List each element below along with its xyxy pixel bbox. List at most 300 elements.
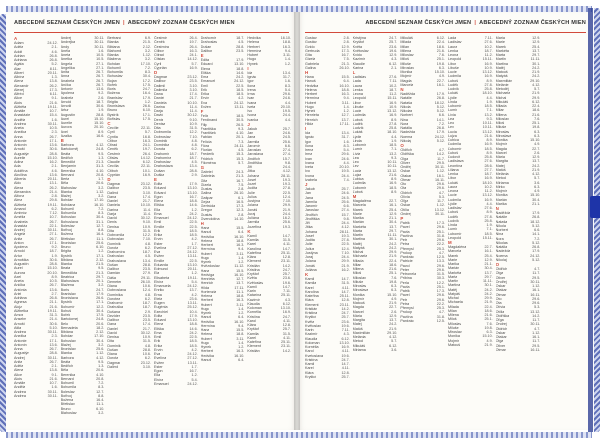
name-text: Angelika — [60, 65, 75, 70]
name-day-date: 31.5. — [189, 126, 198, 130]
name-day-date: 4.5. — [191, 160, 198, 164]
name-day-date: 17.1. — [96, 253, 105, 258]
name-text: Blahoslav — [60, 185, 77, 190]
name-text: Jindřich — [305, 212, 318, 217]
name-day-date: 3.11. — [236, 251, 245, 256]
name-day-date: 6.4. — [343, 79, 350, 84]
name-day-date: 4.12. — [341, 225, 350, 230]
name-text: Matouš — [495, 70, 508, 74]
name-day-date: 16.9. — [142, 172, 151, 177]
name-text: Patrik — [400, 289, 410, 293]
name-day-date: 4.4. — [284, 117, 291, 122]
name-day-date: 18.7. — [96, 99, 105, 104]
name-text: Evžen — [154, 360, 165, 365]
name-text: Arnošt — [14, 147, 25, 152]
name-day-date: 10.6. — [142, 284, 151, 288]
name-day-date: 28.6. — [484, 163, 493, 168]
name-day-date: 4.6. — [51, 49, 58, 54]
name-day-date: 23.6. — [189, 296, 198, 301]
name-text: Bronislava — [60, 296, 78, 300]
section-letter: M — [352, 194, 357, 199]
name-text: Eva — [154, 352, 161, 356]
name-day-date: 7.2. — [438, 121, 445, 126]
name-text: Olga — [495, 271, 504, 276]
name-day-date: 14.2. — [282, 348, 291, 353]
name-day-date: 14.1. — [436, 117, 445, 122]
name-text: Diana — [107, 284, 117, 288]
name-day-date: 30.11. — [47, 355, 58, 360]
name-text: Nora — [400, 121, 409, 126]
name-text: Irena — [305, 148, 314, 152]
name-text: Nikolaj — [400, 138, 412, 143]
name-day-date: 29.9. — [282, 203, 291, 208]
name-day-date: 10.10. — [187, 100, 198, 105]
name-text: Květoslav — [305, 323, 321, 328]
name-text: Angela — [60, 61, 73, 66]
name-text: Dita — [154, 126, 161, 130]
name-day-date: 27.8. — [484, 214, 493, 219]
name-day-date: 27.1. — [96, 65, 105, 70]
name-day-date: 26.10. — [140, 279, 151, 284]
name-text: Boleslav — [60, 389, 75, 394]
name-text: Libor — [448, 176, 457, 181]
name-day-date: 7.11. — [341, 328, 350, 332]
name-text: Lev — [352, 164, 359, 169]
name-column — [305, 36, 350, 424]
name-text: Marcel — [352, 309, 364, 314]
elastic-band[interactable] — [588, 8, 593, 432]
name-day-date: 25.3. — [436, 306, 445, 310]
name-text: Luděk — [448, 214, 459, 219]
name-text: Axel — [14, 274, 22, 279]
name-day-date: 29.6. — [532, 301, 541, 305]
name-day-date: 9.4. — [343, 96, 350, 101]
name-day-date: 16.3. — [236, 243, 245, 247]
name-text: Arnoštka — [14, 257, 29, 262]
cover-edge-right — [594, 8, 600, 432]
name-day-date: 6.2. — [144, 296, 151, 301]
name-day-date: 11.7. — [532, 271, 541, 276]
name-text: Nikola — [495, 223, 506, 228]
name-text: Emílie — [154, 258, 165, 263]
name-day-date: 2.6. — [534, 150, 541, 155]
section-letter: N — [400, 87, 404, 92]
name-day-date: 30.6. — [49, 321, 58, 326]
name-day-date: 7.11. — [484, 36, 493, 40]
name-text: Dušana — [107, 309, 121, 314]
name-day-date: 8.3. — [98, 211, 105, 215]
name-text: Emil — [154, 220, 162, 225]
name-text: Monika — [495, 138, 508, 142]
name-text: Evelína — [154, 356, 167, 361]
name-text: Ferdinand — [200, 118, 218, 123]
name-text: Claudie — [107, 160, 120, 164]
name-day-date: 19.6. — [389, 48, 398, 53]
name-day-date: 6.6. — [284, 143, 291, 148]
name-day-date: 21.6. — [389, 267, 398, 271]
name-day-date: 5.7. — [391, 339, 398, 344]
name-text: Albert — [14, 70, 24, 75]
name-day-date: 24.2. — [236, 75, 245, 79]
name-day-date: 18.5. — [236, 114, 245, 118]
name-text: Augustýn — [14, 151, 30, 156]
name-text: Laura — [448, 184, 458, 189]
name-text: Marián — [495, 197, 507, 202]
name-text: Blahoslav — [60, 410, 77, 415]
name-day-date: 1.2. — [98, 249, 105, 254]
name-day-date: 29.7. — [532, 53, 541, 57]
name-text: Markéta — [448, 270, 462, 275]
name-day-date: 21.3. — [341, 61, 350, 66]
section-letter: L — [352, 70, 356, 75]
name-day-date: 18.5. — [189, 228, 198, 233]
name-day-date: 13.7. — [341, 117, 350, 122]
name-day-date: 23.11. — [339, 302, 350, 307]
name-text: Klára — [305, 370, 314, 375]
section-letter: C — [107, 121, 111, 126]
name-text: Antonín — [14, 342, 27, 347]
name-day-date: 19.3. — [282, 177, 291, 182]
name-text: Nikolaj — [495, 257, 507, 262]
name-day-date: 1.2. — [238, 311, 245, 315]
name-day-date: 21.3. — [236, 174, 245, 179]
name-text: Magdaléna — [352, 199, 371, 203]
name-day-date: 14.6. — [189, 203, 198, 208]
name-text: Božena — [60, 232, 74, 237]
name-day-date: 4.8. — [144, 241, 151, 246]
name-text: Kateřina — [247, 340, 262, 344]
name-text: Jaromír — [305, 204, 318, 208]
name-text: Lýdie — [352, 134, 362, 139]
name-text: Ladislav — [448, 40, 462, 45]
name-day-date: 18.7. — [484, 48, 493, 53]
name-day-date: 1.2. — [191, 207, 198, 212]
name-text: Brigita — [60, 249, 72, 254]
name-day-date: 4.3. — [343, 332, 350, 337]
name-text: Anastáz — [14, 223, 28, 228]
name-day-date: 7.4. — [343, 177, 350, 182]
name-day-date: 13.2. — [484, 112, 493, 117]
name-text: Dominik — [154, 138, 168, 143]
name-text: Oliver — [400, 160, 410, 165]
name-day-date: 11.4. — [189, 109, 198, 113]
name-text: Oskar — [400, 203, 411, 208]
name-text: Aldo — [14, 181, 22, 186]
name-text: Jarmila — [305, 199, 317, 204]
name-text: Dalibor — [200, 48, 213, 53]
name-day-date: 12.8. — [282, 255, 291, 259]
name-text: Dana — [154, 92, 163, 96]
name-text: Jaroslava — [247, 152, 264, 157]
name-text: Elena — [154, 322, 164, 327]
name-text: Evžen — [154, 254, 165, 259]
name-text: Oľga — [495, 318, 504, 322]
name-day-date: 22.4. — [484, 304, 493, 309]
header-title-czech: ABECEDNÍ SEZNAM ČESKÝCH JMEN — [14, 20, 120, 26]
name-day-date: 6.11. — [49, 92, 58, 96]
name-day-date: 1.6. — [284, 79, 291, 84]
name-day-date: 19.6. — [282, 280, 291, 285]
name-text: Michaela — [352, 254, 368, 259]
name-text: Běla — [60, 368, 69, 373]
name-text: Darja — [107, 211, 117, 216]
name-day-date: 4.5. — [238, 40, 245, 45]
name-day-date: 18.7. — [142, 301, 151, 305]
name-text: Adina — [14, 160, 24, 164]
name-day-date: 12.4. — [282, 194, 291, 199]
name-text: Ivana — [305, 160, 315, 165]
name-day-date: 19.8. — [389, 279, 398, 284]
name-day-date: 16.4. — [96, 232, 105, 237]
name-text: Leo — [448, 121, 455, 125]
name-day-date: 19.11. — [47, 308, 58, 313]
name-text: Hubert — [305, 100, 317, 105]
name-day-date: 29.5. — [532, 275, 541, 280]
name-day-date: 9.4. — [284, 48, 291, 53]
name-text: Cecília — [107, 164, 119, 169]
name-text: Nikolas — [400, 109, 413, 113]
name-day-date: 16.1. — [389, 203, 398, 208]
name-text: Julius — [247, 194, 257, 199]
name-text: Elena — [200, 66, 211, 71]
name-text: Petr — [400, 297, 408, 302]
name-text: Bianka — [60, 262, 72, 266]
name-text: Augustýn — [14, 351, 30, 356]
name-text: Gabriela — [305, 61, 319, 66]
name-text: Lucia — [352, 168, 362, 173]
name-day-date: 23.5. — [142, 186, 151, 191]
name-day-date: 3.11. — [236, 302, 245, 307]
name-text: Felix — [200, 114, 209, 118]
name-day-date: 20.10. — [94, 125, 105, 130]
name-day-date: 18.5. — [389, 143, 398, 147]
name-day-date: 22.4. — [436, 40, 445, 45]
section-letter: F — [200, 109, 204, 114]
name-day-date: 21.1. — [532, 201, 541, 206]
name-text: Dorota — [154, 147, 166, 152]
name-day-date: 17.3. — [341, 48, 350, 53]
name-text: Miluše — [495, 125, 507, 130]
name-day-date: 24.1. — [142, 143, 151, 147]
name-day-date: 22.2. — [436, 242, 445, 247]
name-day-date: 27.4. — [282, 148, 291, 152]
name-day-date: 24.6. — [282, 96, 291, 101]
name-text: Ivana — [247, 100, 257, 105]
name-text: Hana — [200, 328, 210, 332]
name-text: Ladislav — [448, 206, 462, 210]
name-text: Ludvík — [448, 87, 459, 91]
name-day-date: 27.9. — [142, 271, 151, 276]
name-day-date: 17.5. — [142, 116, 151, 121]
name-day-date: 25.3. — [436, 246, 445, 251]
name-day-date: 17.1. — [49, 338, 58, 343]
name-text: Dagmar — [107, 182, 121, 186]
name-day-date: 13.7. — [389, 224, 398, 229]
section-letter: J — [305, 182, 308, 187]
name-text: Jaromír — [247, 143, 260, 148]
name-day-date: 12.8. — [341, 298, 350, 303]
name-day-date: 16.10. — [234, 234, 245, 239]
name-text: Drahoslava — [107, 258, 126, 263]
name-text: Barbora — [60, 355, 74, 360]
name-text: Anton — [14, 240, 24, 245]
name-day-date: 16.1. — [436, 82, 445, 87]
name-day-date: 31.5. — [282, 238, 291, 242]
name-text: Klára — [247, 323, 256, 327]
name-day-date: 4.4. — [391, 134, 398, 139]
name-day-date: 21.6. — [389, 172, 398, 177]
name-text: Přemysl — [400, 246, 414, 251]
name-text: Leona — [448, 53, 459, 57]
name-text: Nina — [400, 117, 408, 122]
header-separator: | — [123, 20, 125, 26]
section-letter: P — [400, 216, 404, 221]
section-letter: E — [154, 177, 157, 182]
name-text: Kazimír — [352, 57, 366, 62]
name-day-date: 18.8. — [341, 87, 350, 92]
name-text: Lea — [352, 155, 359, 160]
name-text: Mojmír — [495, 142, 507, 147]
name-day-date: 10.11. — [387, 164, 398, 169]
name-day-date: 27.4. — [282, 152, 291, 157]
name-day-date: 19.5. — [282, 109, 291, 113]
name-day-date: 8.11. — [49, 66, 58, 71]
name-text: Lenka — [448, 48, 459, 53]
bookmark-ribbon[interactable] — [590, 196, 600, 218]
name-text: Klement — [247, 344, 261, 349]
name-day-date: 13.10. — [339, 340, 350, 345]
name-day-date: 5.12. — [436, 104, 445, 109]
name-day-date: 30.6. — [49, 257, 58, 262]
name-day-date: 2.8. — [238, 212, 245, 217]
name-text: Čeněk — [107, 147, 118, 152]
name-text: Ema — [154, 211, 162, 216]
name-text: Lev — [448, 125, 454, 130]
name-day-date: 24.7. — [282, 314, 291, 319]
name-day-date: 30.6. — [49, 147, 58, 152]
name-text: Hermína — [305, 96, 320, 101]
name-text: Daniela — [107, 203, 120, 208]
name-day-date: 11.7. — [437, 156, 445, 161]
name-day-date: 18.6. — [389, 262, 398, 267]
name-text: Jiří — [247, 165, 253, 169]
name-day-date: 8.9. — [486, 78, 493, 83]
name-text: Bernadeta — [60, 325, 78, 330]
name-day-date: 22.7. — [484, 245, 493, 249]
name-day-date: 9.5. — [98, 151, 105, 156]
name-day-date: 17.9. — [96, 291, 105, 296]
name-text: Bruno — [107, 108, 118, 113]
name-day-date: 29.6. — [436, 267, 445, 272]
name-text: Ctirad — [154, 53, 164, 57]
name-text: Eduard — [154, 186, 166, 191]
name-text: Eugénia — [154, 305, 168, 310]
name-text: Ludmila — [448, 197, 461, 202]
name-text: Olívia — [495, 305, 506, 310]
name-text: Běla — [60, 181, 69, 186]
name-day-date: 7.6. — [438, 53, 445, 57]
name-text: Dalibor — [107, 186, 120, 191]
name-day-date: 24.7. — [96, 287, 105, 292]
name-day-date: 28.8. — [236, 44, 245, 49]
name-text: Filoména — [200, 160, 216, 165]
name-day-date: 16.10. — [280, 36, 291, 40]
name-day-date: 18.12. — [434, 100, 445, 105]
name-day-date: 2.9. — [191, 172, 198, 177]
name-text: Nataša — [495, 219, 508, 224]
name-day-date: 24.5. — [282, 135, 291, 140]
name-day-date: 13.7. — [484, 270, 493, 275]
name-day-date: 16.1. — [532, 288, 541, 293]
name-day-date: 8.9. — [98, 129, 105, 134]
name-day-date: 24.4. — [282, 113, 291, 118]
name-text: Bohdan — [107, 61, 121, 66]
name-text: Miloslav — [400, 53, 414, 57]
name-text: Anděla — [14, 117, 26, 122]
name-day-date: 4.2. — [238, 96, 245, 101]
name-text: Martin — [352, 233, 363, 237]
name-column — [14, 36, 58, 424]
name-text: Gvendolína — [200, 216, 220, 221]
name-text: Nadežda — [400, 130, 416, 135]
name-text: Cecílie — [107, 126, 119, 130]
name-text: David — [154, 113, 164, 118]
name-text: Amos — [14, 313, 24, 317]
name-text: Hynek — [200, 311, 212, 315]
name-day-date: 1.6. — [343, 139, 350, 144]
name-text: Julius — [305, 246, 315, 251]
name-text: Bojan — [107, 78, 117, 83]
name-text: Dorotea — [107, 296, 121, 301]
name-day-date: 6.3. — [391, 288, 398, 293]
name-text: Ludmila — [352, 113, 366, 118]
name-day-date: 25.8. — [389, 126, 398, 130]
name-text: Herbert — [247, 44, 260, 49]
name-day-date: 16.2. — [49, 160, 58, 164]
name-day-date: 13.7. — [236, 281, 245, 286]
name-text: Elena — [154, 199, 164, 203]
name-text: Luboš — [448, 78, 459, 83]
name-text: Dorota — [107, 356, 119, 361]
name-text: Kvido — [352, 53, 362, 57]
name-day-date: 1.7. — [191, 364, 198, 369]
name-text: Hana — [200, 226, 210, 230]
name-day-date: 6.9. — [144, 36, 151, 40]
name-text: Jan — [247, 131, 254, 135]
name-text: Boleslav — [60, 223, 75, 228]
name-day-date: 30.11. — [47, 228, 58, 232]
name-column — [61, 36, 105, 424]
name-day-date: 13.10. — [280, 306, 291, 310]
name-day-date: 6.3. — [438, 65, 445, 70]
name-day-date: 7.2. — [98, 381, 105, 385]
name-text: Kamil — [247, 284, 257, 289]
name-text: Olga — [400, 156, 409, 161]
name-day-date: 14.7. — [341, 277, 350, 281]
name-column — [247, 36, 291, 424]
name-text: Hedviga — [200, 272, 215, 277]
name-day-date: 31.1. — [96, 219, 105, 224]
name-day-date: 3.10. — [189, 87, 198, 92]
name-day-date: 24.7. — [341, 311, 350, 315]
name-text: Ella — [154, 373, 161, 378]
name-day-date: 12.9. — [389, 313, 398, 318]
name-text: Agnesa — [14, 300, 27, 305]
name-text: Klára — [305, 298, 314, 303]
name-day-date: 10.7. — [49, 109, 58, 113]
name-day-date: 19.11. — [47, 202, 58, 207]
name-day-date: 30.4. — [484, 266, 493, 271]
